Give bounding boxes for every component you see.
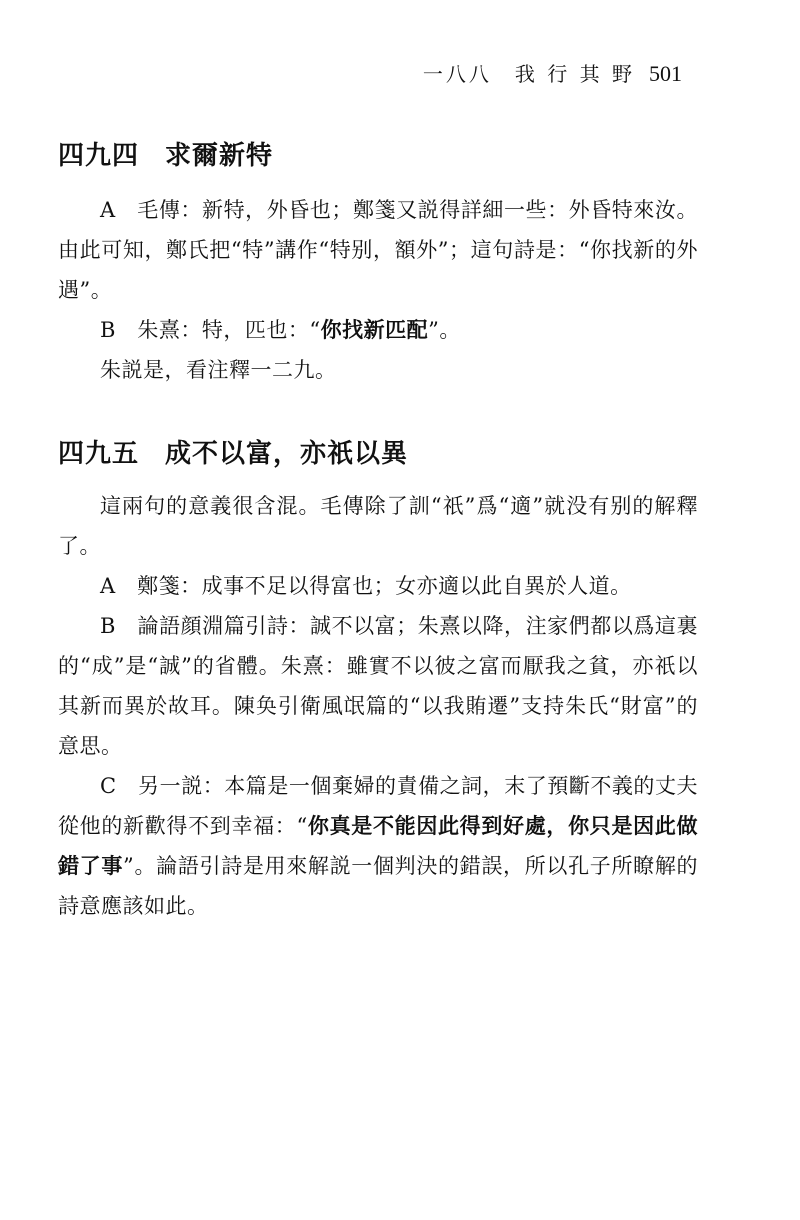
text-run: A 鄭箋：成事不足以得富也；女亦適以此自異於人道。 <box>100 573 632 598</box>
text-run: 朱説是，看注釋一二九。 <box>100 357 337 382</box>
section-title: 求爾新特 <box>165 141 274 171</box>
text-run: C 另一説：本篇是一個棄婦的責備之詞，末了預斷不義的丈夫從他的新歡得不到幸福：“ <box>58 773 698 838</box>
paragraph <box>58 350 698 390</box>
paragraph <box>58 606 698 766</box>
paragraph <box>58 310 698 350</box>
paragraph <box>58 190 698 310</box>
section-494 <box>58 140 698 390</box>
section-495 <box>58 438 698 926</box>
text-run: A 毛傳：新特，外昏也；鄭箋又説得詳細一些：外昏特來汝。由此可知，鄭氏把“特”講作“特别，額外”；這句詩是：“你找新的外遇”。 <box>58 197 698 302</box>
bold-text: 你找新匹配 <box>320 317 429 342</box>
text-run: B 論語顔淵篇引詩：誠不以富；朱熹以降，注家們都以爲這裏的“成”是“誠”的省體。朱熹：雖實不以彼之富而厭我之貧，亦祇以其新而異於故耳。陳奂引衛風氓篇的“以我賄遷”支持朱氏“財富”的意思。 <box>58 613 698 758</box>
text-run: B 朱熹：特，匹也：“ <box>100 317 321 342</box>
running-header <box>423 58 682 87</box>
text-run: ”。 <box>428 317 461 342</box>
paragraph <box>58 766 698 926</box>
paragraph <box>58 566 698 606</box>
text-run: ”。論語引詩是用來解説一個判決的錯誤，所以孔子所瞭解的詩意應該如此。 <box>58 853 699 918</box>
section-number: 四九五 <box>58 438 140 469</box>
section-heading <box>58 438 698 472</box>
text-run: 這兩句的意義很含混。毛傳除了訓“祇”爲“適”就没有别的解釋了。 <box>58 493 698 558</box>
section-heading <box>58 140 698 174</box>
running-title: 一八八 我 行 其 野 <box>422 62 635 86</box>
paragraph <box>58 486 698 566</box>
section-number: 四九四 <box>58 141 140 171</box>
bold-text: 你真是不能因此得到好處，你只是因此做錯了事 <box>58 813 698 878</box>
section-title: 成不以富，亦祇以異 <box>165 438 409 469</box>
page-number: 501 <box>649 61 682 86</box>
page-content <box>58 140 698 926</box>
